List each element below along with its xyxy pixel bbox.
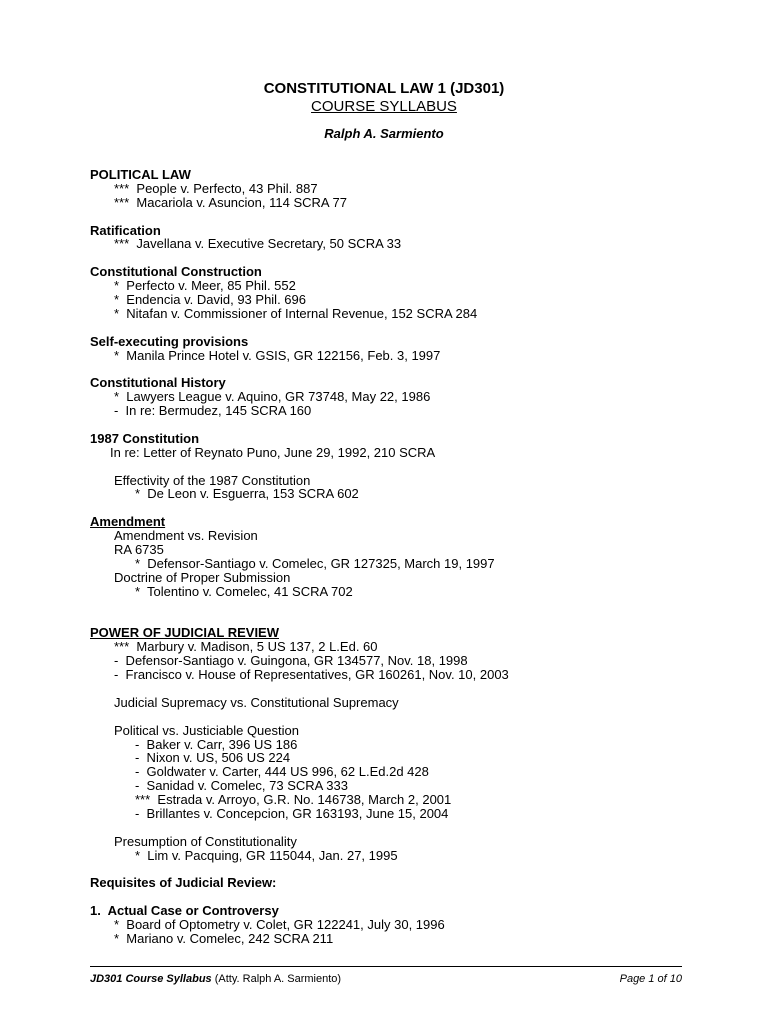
author-name: Ralph A. Sarmiento (324, 126, 444, 141)
case-item: * Lawyers League v. Aquino, GR 73748, May 22, 1986 (114, 389, 431, 405)
section-heading-constitutional-history: Constitutional History (90, 375, 226, 391)
case-item: *** Macariola v. Asuncion, 114 SCRA 77 (114, 194, 347, 210)
page-number: Page 1 of 10 (619, 973, 682, 985)
section-heading-political-law: POLITICAL LAW (90, 167, 191, 182)
section-heading-ratification: Ratification (90, 222, 161, 238)
section-heading-1987-constitution: 1987 Constitution (90, 430, 200, 446)
syllabus-body (90, 168, 730, 946)
subtopic: Effectivity of the 1987 Constitution (114, 472, 311, 488)
case-item: * Endencia v. David, 93 Phil. 696 (114, 292, 306, 308)
section-heading-self-executing: Self-executing provisions (90, 333, 249, 349)
section-heading-judicial-review: POWER OF JUDICIAL REVIEW (90, 625, 279, 641)
case-item: * Defensor-Santiago v. Comelec, GR 127325, March 19, 1997 (135, 555, 495, 571)
case-item: * Tolentino v. Comelec, 41 SCRA 702 (135, 583, 353, 599)
case-item: *** People v. Perfecto, 43 Phil. 887 (114, 180, 318, 196)
case-item: - Brillantes v. Concepcion, GR 163193, June 15, 2004 (135, 805, 449, 821)
footer-left (90, 972, 341, 986)
case-item: * Nitafan v. Commissioner of Internal Revenue, 152 SCRA 284 (114, 305, 478, 321)
section-heading-constitutional-construction: Constitutional Construction (90, 264, 262, 280)
case-item: - Goldwater v. Carter, 444 US 996, 62 L.Ed.2d 428 (135, 764, 429, 780)
case-item: *** Javellana v. Executive Secretary, 50 SCRA 33 (114, 236, 402, 252)
footer-instructor: (Atty. Ralph A. Sarmiento) (211, 973, 342, 985)
case-item: * Manila Prince Hotel v. GSIS, GR 122156, Feb. 3, 1997 (114, 347, 441, 363)
case-item: *** Estrada v. Arroyo, G.R. No. 146738, March 2, 2001 (135, 792, 452, 808)
document-title: CONSTITUTIONAL LAW 1 (JD301) (263, 80, 505, 97)
case-item: - Francisco v. House of Representatives, GR 160261, Nov. 10, 2003 (114, 667, 509, 683)
case-item: * Mariano v. Comelec, 242 SCRA 211 (114, 931, 334, 946)
page-footer (90, 972, 682, 986)
footer-course-title: JD301 Course Syllabus (90, 973, 212, 985)
document-subtitle: COURSE SYLLABUS (311, 98, 457, 115)
footer-divider (90, 966, 682, 967)
case-item: * Board of Optometry v. Colet, GR 122241, July 30, 1996 (114, 917, 445, 933)
case-item: * Lim v. Pacquing, GR 115044, Jan. 27, 1995 (135, 847, 398, 863)
subtopic: Political vs. Justiciable Question (114, 722, 299, 738)
case-item: - In re: Bermudez, 145 SCRA 160 (114, 403, 312, 419)
subtopic: Amendment vs. Revision (114, 528, 258, 544)
section-heading-amendment: Amendment (90, 514, 166, 530)
section-heading-requisites: Requisites of Judicial Review: (90, 875, 277, 891)
subtopic: Presumption of Constitutionality (114, 833, 297, 849)
case-item: - Baker v. Carr, 396 US 186 (135, 736, 298, 752)
case-item: *** Marbury v. Madison, 5 US 137, 2 L.Ed. 60 (114, 639, 378, 655)
case-item: * De Leon v. Esguerra, 153 SCRA 602 (135, 486, 359, 502)
case-item: - Sanidad v. Comelec, 73 SCRA 333 (135, 778, 348, 794)
case-item: - Nixon v. US, 506 US 224 (135, 750, 291, 766)
subtopic: RA 6735 (114, 542, 164, 558)
case-item: - Defensor-Santiago v. Guingona, GR 134577, Nov. 18, 1998 (114, 653, 468, 669)
case-item: In re: Letter of Reynato Puno, June 29, 1992, 210 SCRA (110, 444, 436, 460)
case-item: * Perfecto v. Meer, 85 Phil. 552 (114, 278, 296, 294)
subtopic: Judicial Supremacy vs. Constitutional Supremacy (114, 694, 399, 710)
subtopic: Doctrine of Proper Submission (114, 569, 291, 585)
subsection-heading-actual-case: 1. Actual Case or Controversy (90, 903, 279, 919)
